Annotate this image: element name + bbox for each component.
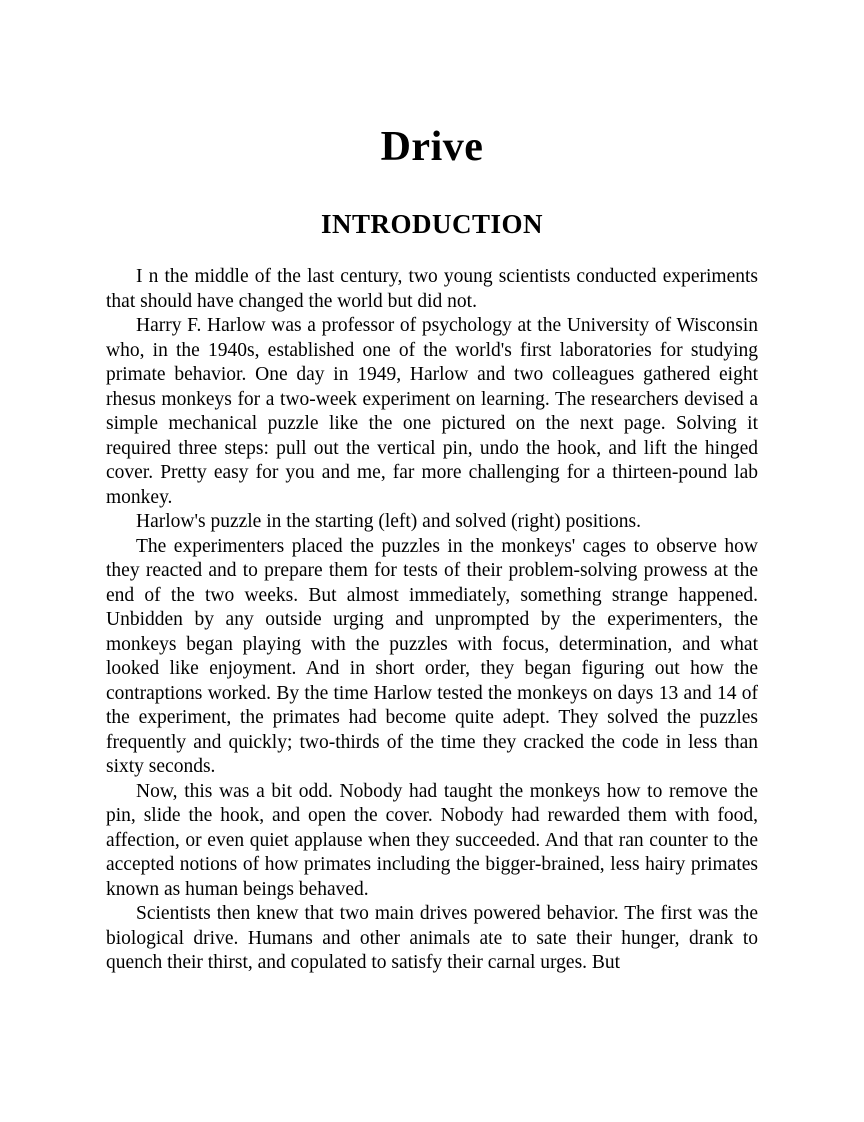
text-column	[106, 265, 758, 976]
book-title: Drive	[380, 124, 484, 170]
paragraph: Harlow's puzzle in the starting (left) and solved (right) positions.	[136, 511, 641, 532]
paragraph: Scientists then knew that two main drives powered behavior. The first was the biological drive. Humans and other animals ate to sate their hunger, drank to quench their thirst, and copulated to satisfy their carnal urges. But	[106, 903, 758, 973]
paragraph: I n the middle of the last century, two young scientists conducted experiments that should have changed the world but did not.	[106, 266, 758, 312]
paragraph: Now, this was a bit odd. Nobody had taught the monkeys how to remove the pin, slide the hook, and open the cover. Nobody had rewarded them with food, affection, or even quiet applause when they succeeded. And that ran counter to the accepted notions of how primates including the bigger-brained, less hairy primates known as human beings behaved.	[106, 780, 758, 900]
paragraph: Harry F. Harlow was a professor of psychology at the University of Wisconsin who, in the 1940s, established one of the world's first laboratories for studying primate behavior. One day in 1949, Harlow and two colleagues gathered eight rhesus monkeys for a two-week experiment on learning. The researchers devised a simple mechanical puzzle like the one pictured on the next page. Solving it required three steps: pull out the vertical pin, undo the hook, and lift the hinged cover. Pretty easy for you and me, far more challenging for a thirteen-pound lab monkey.	[106, 315, 758, 508]
chapter-heading: INTRODUCTION	[320, 209, 544, 239]
paragraph: The experimenters placed the puzzles in the monkeys' cages to observe how they reacted and to prepare them for tests of their problem-solving prowess at the end of the two weeks. But almost immediately, something strange happened. Unbidden by any outside urging and unprompted by the experimenters, the monkeys began playing with the puzzles with focus, determination, and what looked like enjoyment. And in short order, they began figuring out how the contraptions worked. By the time Harlow tested the monkeys on days 13 and 14 of the experiment, the primates had become quite adept. They solved the puzzles frequently and quickly; two-thirds of the time they cracked the code in less than sixty seconds.	[106, 535, 758, 777]
